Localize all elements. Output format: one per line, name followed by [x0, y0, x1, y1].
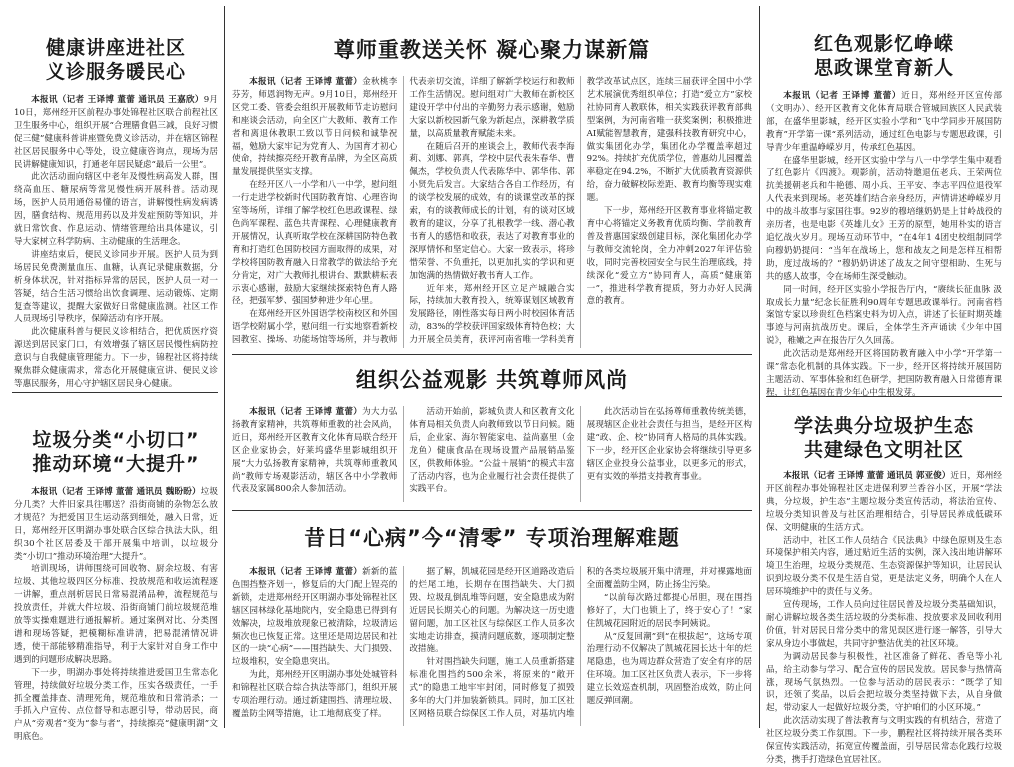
- article-title: [232, 36, 752, 64]
- article-title: [14, 36, 218, 84]
- byline: 本报讯（记者 王译博 董蕾 通讯员 王嘉欣）: [31, 95, 204, 105]
- paragraph: 据了解，凯城花园是经开区道路改造后的烂尾工地，长期存在围挡缺失、大门损毁、垃圾乱倒乱堆等问题，安全隐患成为附近居民长期关心的问题。为解决这一历史遗留问题，加工区社区与综保区工作人员多次实地走访排查，摸清问题底数，逐项制定整改措施。: [409, 567, 575, 655]
- paragraph: 活动开始前，影城负责人和区教育文化体育局相关负责人向教师致以节日问候。随后，企业家、海尔智能家电、益尚嘉里（金龙鱼）健康食品在现场设置产品展销品鉴区，供教师体验。“公益＋展销”的模式丰富了活动内容，也为企业履行社会责任提供了实践平台。: [409, 407, 575, 495]
- title-line: 组织公益观影 共筑尊师风尚: [355, 368, 629, 392]
- paragraph: 活动中，社区工作人员结合《民法典》中绿色原则及生态环境保护相关内容，通过贴近生活的实例，深入浅出地讲解环境卫生治理，垃圾分类规范、生态资源保护等知识，让居民认识到垃圾分类不仅是生活自觉，更是法定义务，明确个人在人居环境维护中的责任与义务。: [766, 535, 1002, 598]
- title-line: 昔日“心病”今“清零” 专项治理解难题: [304, 526, 680, 550]
- paragraph: 为此，郑州经开区明湖办事处处城管科和锦程社区联合综合执法等部门，组织开展专项治理行动。通过新建围挡、清理垃圾、覆盖防尘网等措施，让工地彻底变了样。: [232, 670, 398, 719]
- paragraph: 此次活动面向辖区中老年及慢性病高发人群，围绕高血压、糖尿病等常见慢性病开展科普。活动现场，医护人员用通俗易懂的语言，讲解慢性病发病诱因，膳食结构、规范用药以及并发症预防等知识，并就日常饮食、作息运动、情绪管理给出具体建议，引导大家树立科学防病、主动健康的生活理念。: [14, 172, 218, 247]
- article-body: [766, 90, 1002, 400]
- title-line: 义诊服务暖民心: [45, 61, 186, 83]
- article-body: [14, 94, 218, 391]
- paragraph: “以前每次路过都提心吊胆，现在围挡修好了，大门也锁上了，终于安心了！”家住凯城花园附近的居民李阿姨说。: [586, 592, 752, 629]
- paragraph: 为大力弘扬教育家精神，共筑尊师重教的社会风尚，近日，郑州经开区教育文化体育局联合经开区企业家协会，好莱坞盛华里影城组织开展“大力弘扬教育家精神，共筑尊师重教风尚”教师专场观影活动，辖区各中小学教师代表及家属800余人参加活动。: [232, 407, 398, 495]
- paragraph: 此次活动是郑州经开区将国防教育融入中小学“开学第一课”常态化机制的具体实践。下一步，经开区将持续开展国防主题活动、军事体验和红色研学，把国防教育融入日常德育课程，让红色基因在青少年心中生根发芽。: [766, 349, 1002, 398]
- section-divider-center-lower: [232, 510, 752, 511]
- paragraph: 金秋桃李芬芳，师恩润物无声。9月10日，郑州经开区党工委、管委会组织开展教师节走访慰问和座谈会活动，向全区广大教师、教育工作者和离退休教职工致以节日问候和诚挚祝福，勉励大家牢记为党育人、为国育才初心使命，持续擦亮经开教育品牌，为全区高质量发展提供坚实支撑。: [232, 77, 398, 178]
- paragraph: 9月10日，郑州经开区前程办事处锦程社区联合前程社区卫生服务中心，组织开展“合理膳食倡三减，良好习惯促三健”健康科普讲座暨免费义诊活动，并在辖区锦程社区居民服务中心等处，设立健康咨询点，现场为居民讲解健康知识，打通老年居民疑虑“最后一公里”。: [14, 95, 219, 170]
- article-civil-code-garbage: [766, 402, 1002, 765]
- paragraph: 在经开区八一小学和八一中学，慰问组一行走进学校新时代国防教育馆、心理咨询室等场所，详细了解学校红色思政课程、绿色尚军课程、蓝色共青课程、心理健康教育开展情况，认真听取学校在深耕国防特色教育和打造红色国防校园方面取得的成果，对学校将国防教育融入日常教学的做法给予充分肯定，对广大教师扎根讲台、默默耕耘表示衷心感谢，鼓励大家继续探索特色育人路径，把强军梦、强国梦种进少年心里。: [232, 180, 398, 307]
- paragraph: 此次活动实现了普法教育与文明实践的有机结合，营造了社区垃圾分类工作氛围。下一步，鹏程社区将持续开展各类环保宣传实践活动，拓宽宣传覆盖面，引导居民常态化践行垃圾分类，携手打造绿色宜居社区。: [766, 716, 1002, 765]
- article-body: [232, 406, 752, 502]
- article-body: [766, 470, 1002, 767]
- byline: 本报讯（记者 王译博 董蕾 通讯员 魏盼盼）: [31, 487, 201, 497]
- section-divider-center-upper: [232, 354, 752, 355]
- article-title: [232, 366, 752, 394]
- title-line: 思政课堂育新人: [813, 57, 954, 79]
- article-body: [232, 566, 752, 726]
- article-charity-film: [232, 360, 752, 506]
- byline: 本报讯（记者 王译博 董蕾 通讯员 郭亚俊）: [783, 471, 951, 481]
- article-title: [14, 428, 218, 476]
- section-divider-left: [12, 392, 218, 393]
- paragraph: 垃圾分几类？大件旧家具往哪送？沿街商铺的杂物怎么放才规范？为把爱国卫生运动落到细处，融入日常，近日，郑州经开区明湖办事处联合区综合执法大队，组织30个社区居委及干部开展集中培训，以垃圾分类“小切口”推动环境治理“大提升”。: [14, 487, 218, 562]
- byline: 本报讯（记者 王译博 董蕾）: [249, 77, 363, 87]
- title-line: 共建绿色文明社区: [803, 439, 964, 461]
- paragraph: 下一步，明湖办事处将持续推进爱国卫生常态化管理，持续做好垃圾分类工作，压实各级责任，一手抓全覆盖排查、清理死角，规范堆放和日常消杀；一手抓入户宣传、点位督导和志愿引导，带动居民，商户从“旁观者”变为“参与者”，持续擦亮“健康明湖”文明底色。: [14, 667, 218, 743]
- paragraph: 讲座结束后，便民义诊同步开展。医护人员为到场居民免费测量血压、血糖，认真记录健康数据，分析身体状况，针对指标异常的居民，医护人员一对一答疑，结合生活习惯给出饮食调理、运动锻炼、定期复查等建议，提醒大家做好日常健康监测。社区工作人员现场引导秩序，保障活动有序开展。: [14, 249, 218, 325]
- byline: 本报讯（记者 王译博 董蕾）: [249, 407, 363, 417]
- article-title: [766, 414, 1002, 462]
- article-garbage-sorting: [14, 398, 218, 743]
- paragraph: 为调动居民参与积极性，社区准备了鲜花、香皂等小礼品，给主动参与学习、配合宣传的居民发放。居民参与热情高涨，现场气氛热烈。一位参与活动的居民表示：“既学了知识，还领了奖品，以后会把垃圾分类坚持做下去，从自身做起，带动家人一起做好垃圾分类，守护咱们的小区环境。”: [766, 651, 1002, 714]
- paragraph: 针对围挡缺失问题，施工人员重新搭建标准化围挡约500余米，将原来的“敞开式”的隐患工地牢牢封闭，同时修复了损毁多年的大门并加装新锁具。同时，加工区社区网格员联合综保区工作人员，对基坑内堆积的各类垃圾展开集中清理，并对裸露地面全面覆盖防尘网，防止扬尘污染。: [409, 567, 752, 719]
- article-health-lecture: [14, 10, 218, 388]
- paragraph: 同一时间，经开区实验小学报告厅内，“赓续长征血脉 汲取成长力量”纪念长征胜利90周年专题思政课举行。河南省档案馆专家以珍贵红色档案史料为切入点，讲述了长征时期英雄事迹与河南抗战历史。课后，全体学生齐声诵读《少年中国说》，稚嫩之声在报告厅久久回荡。: [766, 284, 1002, 347]
- article-teachers-day: [232, 10, 752, 350]
- paragraph: 在盛华里影城，经开区实验中学与八一中学学生集中观看了红色影片《四渡》。观影前，活动特邀退伍老兵、王荣两位抗美援朝老兵和牛艳德、周小兵、王平安、李志平四位退役军人代表来到现场。老英雄们结合亲身经历，声情讲述峥嵘岁月中的战斗故事与家国往事。92岁的穆培继奶奶是上甘岭战役的亲历者，也是电影《英雄儿女》王芳的原型，她用朴实的语言追忆战火岁月。现场互动环节中，“在4年1 4团史校组制同学向穆奶奶提问：“当年在战场上，您和战友之间是怎样互相帮助，度过战场的？”穆奶奶讲述了战友之间守望相助、生死与共的感人故事，令在场师生深受触动。: [766, 155, 1002, 282]
- paragraph: 近日，郑州经开区前程办事处锦程社区走进保利罗兰香谷小区，开展“学法典，分垃圾，护生态”主题垃圾分类宣传活动，将法治宣传、垃圾分类知识普及与社区治理相结合，引导居民养成低碳环保、文明健康的生活方式。: [766, 471, 1002, 533]
- paragraph: 此次活动旨在弘扬尊师重教传统美德，展现辖区企业社会责任与担当，是经开区构建“政、企、校”协同育人格局的具体实践。下一步，经开区企业家协会将继续引导更多辖区企业投身公益事业，以更多元的形式，更有实效的举措支持教育事业。: [586, 407, 752, 482]
- title-line: 健康讲座进社区: [45, 37, 186, 59]
- paragraph: 培训现场，讲师围绕可回收物、厨余垃圾、有害垃圾、其他垃圾四区分标准、投放规范和收运流程逐一讲解，重点剖析居民日常易混淆品种，流程规范与投放责任，并就大件垃圾、沿街商铺门前垃圾规范堆放等实操难题进行通报解析。通过案例对比、分类图谱和现场答疑，把模糊标准讲清，把易混淆情况讲透，使干部能够精准指导，利于大家针对自身工作中遇到的问题形成解决思路。: [14, 564, 218, 665]
- paragraph: 在郑州经开区外国语学校南校区和外国语学校附属小学，慰问组一行实地察看新校园教室、操场、功能场馆等场所，并与教师代表亲切交流，详细了解新学校运行和教师工作生活情况。慰问组对广大教师在新校区建设开学中付出的辛勤努力表示感谢，勉励大家以新校园新气象为新起点，深耕教学质量，以高质量教育赋能未来。: [232, 77, 575, 346]
- paragraph: 近日，郑州经开区宣传部（文明办）、经开区教育文化体育局联合管城回族区人民武装部，在盛华里影城，经开区实验小学和“飞中学同步开展国防教育”开学第一课“系列活动，通过红色电影与专题思政课，引导青少年重温峥嵘岁月，传承红色基因。: [766, 91, 1002, 153]
- column-rule-left: [224, 6, 225, 728]
- byline: 本报讯（记者 王译博 董蕾）: [783, 91, 902, 101]
- byline: 本报讯（记者 王译博 董蕾）: [249, 567, 363, 577]
- title-line: 学法典分垃圾护生态: [793, 415, 974, 437]
- article-body: [232, 76, 752, 348]
- paragraph: 下一步，郑州经开区教育事业将锚定教育中心将锚定义务教育优质均衡、学前教育普及普惠国家级创建目标，深化集团化办学与教师交流轮岗，全力冲刺2027年评估验收，同时完善校园安全与民生治理底线，持续深化“爱立方”协同育人，高质“健康第一”，推进科学教育提质，努力办好人民满意的教育。: [586, 206, 752, 307]
- title-line: 推动环境“大提升”: [32, 453, 200, 475]
- paragraph: 近年来，郑州经开区立足产城融合实际，持续加大教育投入，统筹谋划区域教育发展路径，刚性落实每日两小时校园体育活动，83%的学校获评国家级体育特色校；大力开展全员美育，获评河南省唯一学科美育教学改革试点区，连续三届获评全国中小学艺术展演优秀组织单位；打造“爱立方”家校社协同育人教联体，相关实践获评教育部典型案例，为河南省唯一获奖案例；积极推进AI赋能智慧教育，建强科技教育研究中心，做实集团化办学，集团化办学覆盖率超过92%。持续扩充优质学位，普惠幼儿园覆盖率稳定在94.2%，不断扩大优质教育资源供给，奋力破解校际差距、教育均衡等现实难题。: [409, 77, 752, 346]
- article-body: [14, 486, 218, 744]
- article-special-governance: [232, 516, 752, 730]
- article-red-film: [766, 10, 1002, 398]
- title-line: 红色观影忆峥嵘: [813, 33, 954, 55]
- column-rule-right: [759, 6, 760, 728]
- paragraph: 从“反复回潮”到“在根拔起”，这场专项治理行动不仅解决了凯城花园长达十年的烂尾隐患，也为周边群众营造了安全有序的居住环境。加工区社区负责人表示，下一步将建立长效巡查机制，巩固整治成效，防止问题反弹回潮。: [586, 631, 752, 707]
- title-line: 垃圾分类“小切口”: [32, 429, 200, 451]
- paragraph: 宣传现场，工作人员向过往居民普及垃圾分类基础知识，耐心讲解垃圾各类生活垃圾的分类标准、投放要求及回收利用价值，针对居民日常分类中的常见误区进行逐一解答，引导大家从身边小事做起，共同守护整洁优美的社区环境。: [766, 600, 1002, 649]
- article-title: [232, 524, 752, 552]
- article-title: [766, 32, 1002, 80]
- paragraph: 此次健康科普与便民义诊相结合，把优质医疗资源送到居民家门口，有效增强了辖区居民慢性病防控意识与自我健康管理能力。下一步，锦程社区将持续聚焦群众健康需求，常态化开展健康宣讲、便民义诊等惠民服务，用心守护辖区居民身心健康。: [14, 327, 218, 389]
- paragraph: 在随后召开的座谈会上，教师代表李海莉、刘娜、郭真，学校中层代表朱春华、曹佩杰，学校负责人代表陈华中、郭华伟、郭小贤先后发言。大家结合各自工作经历，有的谈学校发展的成效，有的谈课堂改革的探索，有的谈教师成长的计划，有的谈对区域教育的建议，分享了扎根教学一线、潜心教书育人的感悟和收获，表达了对教育事业的深厚情怀和坚定信心。大家一致表示，将珍惜荣誉、不负重托，以更加扎实的学识和更加饱满的热情做好教书育人工作。: [409, 141, 575, 281]
- paragraph: 新新的蓝色围挡整齐划一，修复后的大门配上锃亮的新锁，走进郑州经开区明湖办事处锦程社区辖区园林绿化基地院内，安全隐患已得到有效解决，垃圾堆放现象已被清除，垃圾清运频次也已恢复正常。这里还是周边居民和社区的一块“心病”——围挡缺失、大门损毁、垃圾堆积，安全隐患突出。: [232, 567, 398, 668]
- title-line: 尊师重教送关怀 凝心聚力谋新篇: [333, 38, 651, 62]
